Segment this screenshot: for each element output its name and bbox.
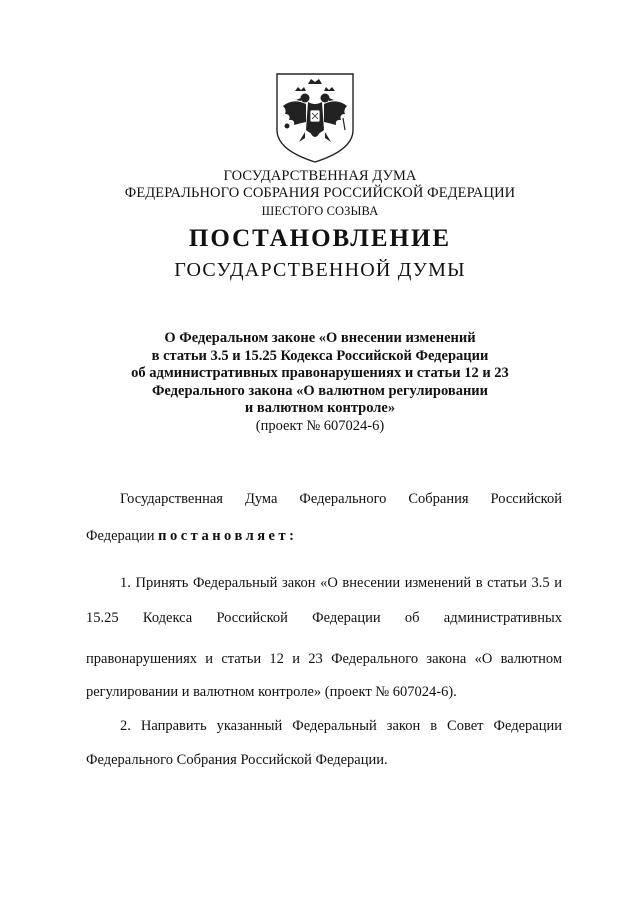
paragraph-2-line-2: Федерального Собрания Российской Федерации. [86, 752, 388, 768]
document-subtitle: ГОСУДАРСТВЕННОЙ ДУМЫ [174, 259, 466, 281]
resolution-verb: постановляет: [158, 528, 298, 544]
paragraph-1-line-4: регулировании и валютном контроле» (проект № 607024-6). [86, 684, 457, 700]
intro-text-line-1: Государственная Дума Федерального Собрания Российской [120, 491, 562, 507]
convocation-line: ШЕСТОГО СОЗЫВА [261, 204, 379, 218]
subject-line-3: об административных правонарушениях и статьи 12 и 23 [131, 365, 509, 381]
paragraph-1-line-2: 15.25 Кодекса Российской Федерации об административных [86, 610, 562, 626]
subject-line-5: и валютном контроле» [244, 400, 396, 416]
draft-number: (проект № 607024-6) [255, 418, 385, 434]
intro-text-line-2 [86, 527, 562, 545]
paragraph-1-line-3: правонарушениях и статьи 12 и 23 Федерального закона «О валютном [86, 651, 562, 667]
coat-of-arms-emblem [275, 72, 355, 164]
issuer-line-1: ГОСУДАРСТВЕННАЯ ДУМА [223, 168, 417, 184]
subject-line-2: в статьи 3.5 и 15.25 Кодекса Российской Федерации [151, 348, 489, 364]
document-title: ПОСТАНОВЛЕНИЕ [188, 225, 452, 252]
issuer-line-2: ФЕДЕРАЛЬНОГО СОБРАНИЯ РОССИЙСКОЙ ФЕДЕРАЦИИ [124, 185, 516, 201]
intro-text-prefix: Федерации [86, 528, 155, 544]
paragraph-2-line-1: 2. Направить указанный Федеральный закон в Совет Федерации [120, 718, 562, 734]
subject-line-1: О Федеральном законе «О внесении изменений [164, 330, 476, 346]
paragraph-1-line-1: 1. Принять Федеральный закон «О внесении изменений в статьи 3.5 и [120, 575, 562, 591]
subject-line-4: Федерального закона «О валютном регулировании [151, 383, 489, 399]
